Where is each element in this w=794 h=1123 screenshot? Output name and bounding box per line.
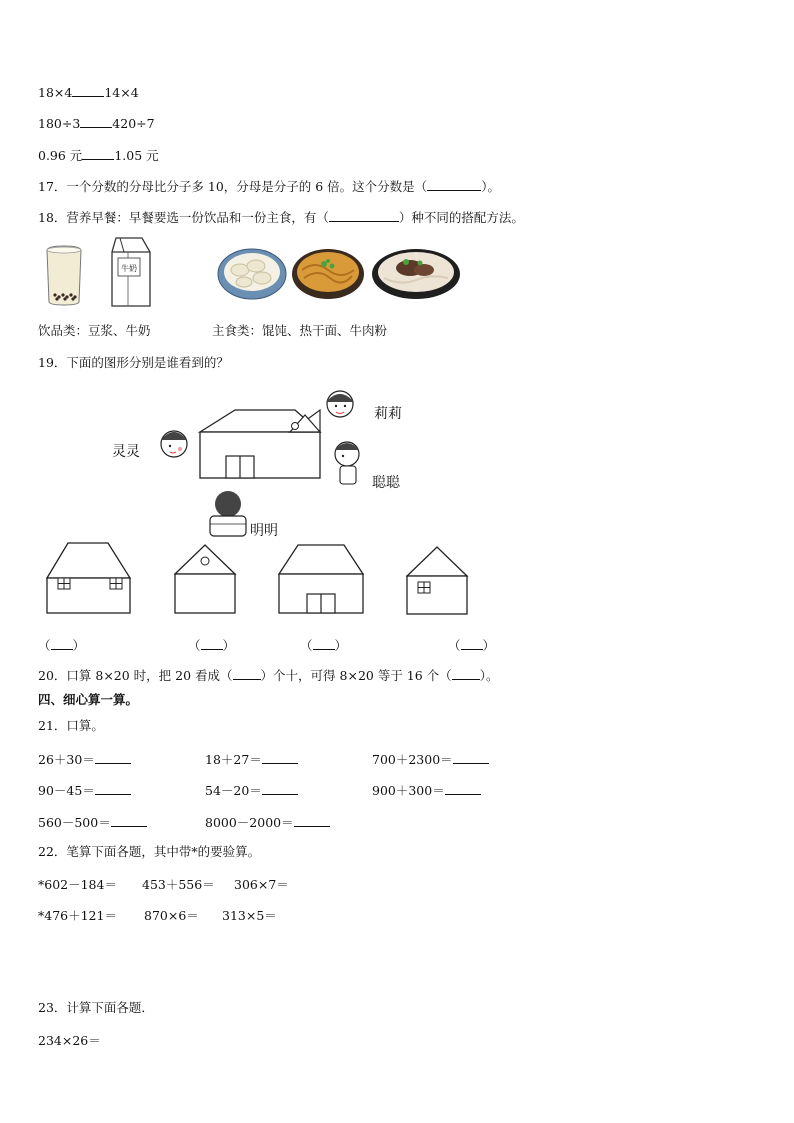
calc-text: 700＋2300＝	[372, 752, 453, 767]
milk-carton-icon	[108, 236, 152, 308]
paren-close: ）	[334, 638, 348, 653]
answer-blank[interactable]	[233, 667, 261, 680]
question-21: 21．口算。	[38, 718, 104, 733]
question-text: ）。	[481, 179, 500, 194]
oral-calc-item	[38, 781, 131, 799]
answer-blank[interactable]	[452, 667, 480, 680]
question-23: 23．计算下面各题．	[38, 1000, 154, 1015]
compare-row-3	[38, 147, 159, 164]
compare-left: 0.96 元	[38, 148, 83, 163]
answer-blank[interactable]	[313, 637, 335, 650]
name-congcong: 聪聪	[372, 475, 400, 491]
section-4-title: 四、细心算一算。	[38, 692, 139, 707]
question-text: ）个十，可得 8×20 等于 16 个（	[260, 668, 452, 683]
compare-left: 180÷3	[38, 116, 81, 131]
oral-calc-item	[205, 813, 330, 831]
answer-blank[interactable]	[80, 115, 112, 128]
question-19: 19．下面的图形分别是谁看到的？	[38, 355, 229, 370]
name-lili: 莉莉	[374, 406, 402, 422]
written-calc-item: *602－184＝	[38, 877, 117, 892]
calc-text: 90－45＝	[38, 783, 95, 798]
answer-blank[interactable]	[461, 637, 483, 650]
view-option-4	[406, 544, 470, 616]
answer-blank[interactable]	[95, 782, 131, 795]
written-calc-item: 453＋556＝	[142, 877, 215, 892]
question-18	[38, 209, 524, 226]
written-calc-item: *476＋121＝	[38, 908, 117, 923]
paren-close: ）	[72, 638, 86, 653]
oral-calc-item	[372, 781, 481, 799]
compare-row-1	[38, 84, 139, 101]
view-option-3	[278, 542, 366, 616]
question-text: 20．口算 8×20 时，把 20 看成（	[38, 668, 233, 683]
paren-open: （	[300, 638, 313, 653]
answer-blank[interactable]	[294, 814, 330, 827]
answer-blank[interactable]	[262, 751, 298, 764]
mingming-boy-icon	[210, 491, 246, 536]
answer-blank[interactable]	[453, 751, 489, 764]
paren-open: （	[38, 638, 51, 653]
answer-blank[interactable]	[95, 751, 131, 764]
answer-blank[interactable]	[445, 782, 481, 795]
calc-text: 18＋27＝	[205, 752, 262, 767]
milk-carton-label: 牛奶	[121, 264, 137, 273]
paren-close: ）	[482, 638, 496, 653]
name-mingming: 明明	[250, 523, 278, 539]
compare-row-2	[38, 115, 155, 132]
house-scene-illustration	[100, 382, 420, 542]
calc-text: 26＋30＝	[38, 752, 95, 767]
view-3-answer[interactable]	[300, 636, 347, 654]
calc-text: 900＋300＝	[372, 783, 445, 798]
question-text: ）。	[479, 668, 499, 683]
view-2-answer[interactable]	[188, 636, 235, 654]
compare-right: 1.05 元	[114, 148, 159, 163]
compare-left: 18×4	[38, 85, 73, 100]
paren-open: （	[448, 638, 461, 653]
calc-text: 560－500＝	[38, 815, 111, 830]
answer-blank[interactable]	[82, 147, 114, 160]
foods-caption: 主食类：馄饨、热干面、牛肉粉	[212, 323, 388, 338]
answer-blank[interactable]	[329, 209, 399, 222]
question-20	[38, 667, 498, 684]
wonton-bowl-icon	[216, 246, 288, 302]
soy-milk-glass-icon	[44, 244, 84, 306]
question-text: ）种不同的搭配方法。	[398, 210, 524, 225]
answer-blank[interactable]	[72, 84, 104, 97]
question-text: 17．一个分数的分母比分子多 10，分母是分子的 6 倍。这个分数是（	[38, 179, 428, 194]
oral-calc-item	[38, 813, 147, 831]
oral-calc-item	[38, 750, 131, 768]
view-option-1	[46, 540, 136, 616]
calc-text: 54－20＝	[205, 783, 262, 798]
view-4-answer[interactable]	[448, 636, 495, 654]
question-17	[38, 178, 500, 195]
lingling-girl-icon	[161, 431, 187, 457]
calc-item: 234×26＝	[38, 1033, 101, 1048]
hot-dry-noodles-bowl-icon	[290, 246, 366, 302]
paren-open: （	[188, 638, 201, 653]
house-icon	[200, 410, 320, 478]
answer-blank[interactable]	[427, 178, 481, 191]
oral-calc-item	[372, 750, 489, 768]
answer-blank[interactable]	[262, 782, 298, 795]
congcong-boy-icon	[335, 442, 359, 484]
answer-blank[interactable]	[111, 814, 147, 827]
answer-blank[interactable]	[201, 637, 223, 650]
question-22: 22．笔算下面各题，其中带*的要验算。	[38, 844, 261, 859]
answer-blank[interactable]	[51, 637, 73, 650]
written-calc-item: 306×7＝	[234, 877, 289, 892]
question-text: 18．营养早餐：早餐要选一份饮品和一份主食，有（	[38, 210, 329, 225]
drinks-caption: 饮品类：豆浆、牛奶	[38, 323, 151, 338]
calc-text: 8000－2000＝	[205, 815, 294, 830]
written-calc-item: 870×6＝	[144, 908, 199, 923]
view-1-answer[interactable]	[38, 636, 85, 654]
view-option-2	[174, 542, 238, 616]
compare-right: 420÷7	[112, 116, 155, 131]
name-lingling: 灵灵	[112, 444, 140, 460]
beef-noodle-bowl-icon	[370, 246, 462, 302]
paren-close: ）	[222, 638, 236, 653]
written-calc-item: 313×5＝	[222, 908, 277, 923]
oral-calc-item	[205, 750, 298, 768]
oral-calc-item	[205, 781, 298, 799]
compare-right: 14×4	[104, 85, 139, 100]
lili-girl-icon	[326, 391, 354, 417]
